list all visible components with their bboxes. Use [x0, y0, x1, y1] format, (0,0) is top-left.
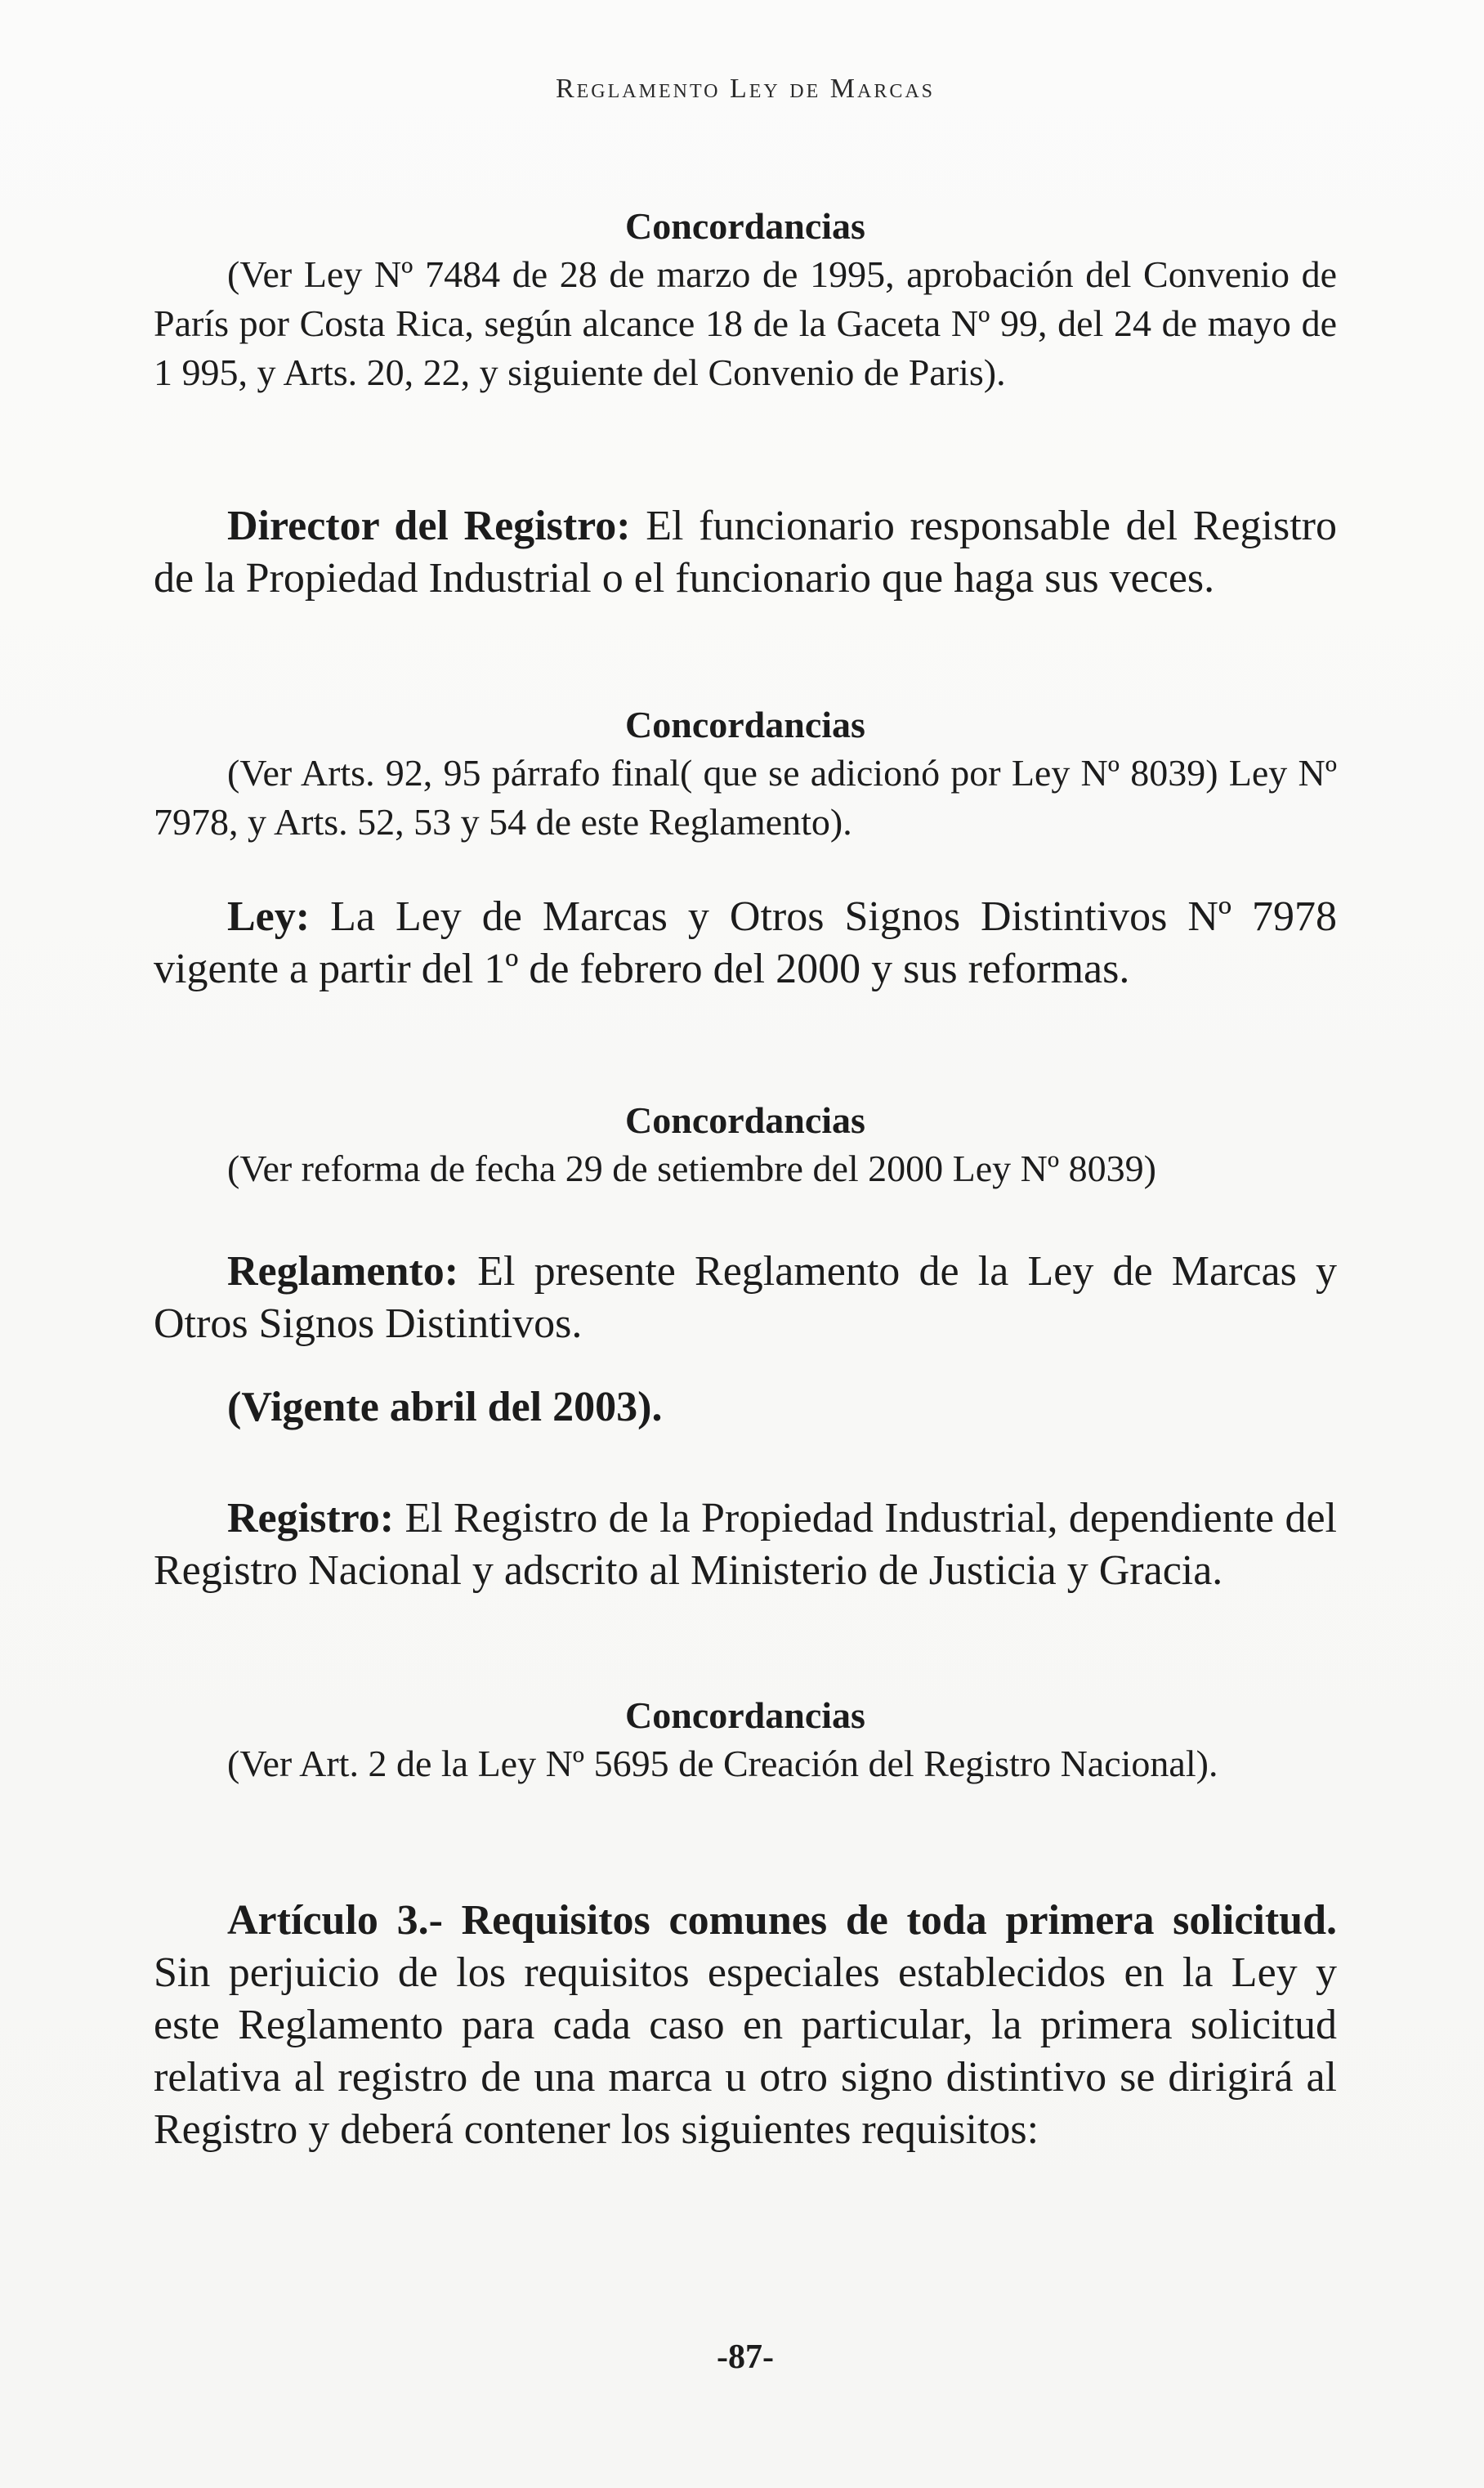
- vigente-note: [154, 1381, 1337, 1434]
- definition-text: La Ley de Marcas y Otros Signos Distintivos Nº 7978 vigente a partir del 1º de febrero del 2000 y sus reformas.: [154, 893, 1337, 992]
- article-text: Sin perjuicio de los requisitos especiales establecidos en la Ley y este Reglamento para cada caso en particular, la primera solicitud relativa al registro de una marca u otro signo distintivo se dirigirá al Registro y deberá contener los siguientes requisitos:: [154, 1949, 1337, 2153]
- concordancias-block-2: [154, 701, 1337, 847]
- definition-registro: [154, 1492, 1337, 1597]
- article-title: Artículo 3.- Requisitos comunes de toda primera solicitud.: [227, 1897, 1337, 1944]
- definition-paragraph: [154, 1492, 1337, 1597]
- concordancias-body: (Ver Ley Nº 7484 de 28 de marzo de 1995, aprobación del Convenio de París por Costa Rica, según alcance 18 de la Gaceta Nº 99, del 24 de mayo de 1 995, y Arts. 20, 22, y siguiente del Convenio de Paris).: [154, 253, 1337, 393]
- definition-term: Registro:: [227, 1495, 395, 1542]
- definition-term: Ley:: [227, 893, 311, 940]
- definition-text: El funcionario responsable del Registro de la Propiedad Industrial o el funcionario que haga sus veces.: [154, 503, 1337, 602]
- page-number: -87-: [717, 2338, 774, 2376]
- concordancias-heading: Concordancias: [625, 1694, 865, 1736]
- running-head: Reglamento Ley de Marcas: [555, 74, 936, 104]
- concordancias-heading: Concordancias: [625, 1099, 865, 1141]
- concordancias-block-3: [154, 1097, 1337, 1193]
- articulo-3: [154, 1895, 1337, 2156]
- concordancias-block-4: [154, 1692, 1337, 1788]
- definition-paragraph: [154, 891, 1337, 996]
- definition-paragraph: [154, 1246, 1337, 1350]
- definition-ley: [154, 891, 1337, 996]
- definition-term: Reglamento:: [227, 1248, 459, 1295]
- definition-director: [154, 500, 1337, 605]
- concordancias-heading: Concordancias: [625, 704, 865, 745]
- definition-term: Director del Registro:: [227, 503, 631, 549]
- article-paragraph: [154, 1895, 1337, 2156]
- concordancias-body: (Ver Arts. 92, 95 párrafo final( que se adicionó por Ley Nº 8039) Ley Nº 7978, y Arts. 52, 53 y 54 de este Reglamento).: [154, 752, 1337, 843]
- concordancias-body: (Ver Art. 2 de la Ley Nº 5695 de Creación del Registro Nacional).: [227, 1743, 1218, 1784]
- definition-text: El presente Reglamento de la Ley de Marcas y Otros Signos Distintivos.: [154, 1248, 1337, 1347]
- concordancias-block-1: [154, 203, 1337, 397]
- definition-paragraph: [154, 500, 1337, 605]
- concordancias-heading: Concordancias: [625, 205, 865, 247]
- definition-reglamento: [154, 1246, 1337, 1350]
- concordancias-body: (Ver reforma de fecha 29 de setiembre del 2000 Ley Nº 8039): [227, 1148, 1156, 1189]
- definition-text: El Registro de la Propiedad Industrial, dependiente del Registro Nacional y adscrito al Ministerio de Justicia y Gracia.: [154, 1495, 1337, 1594]
- vigente-text: (Vigente abril del 2003).: [227, 1384, 663, 1430]
